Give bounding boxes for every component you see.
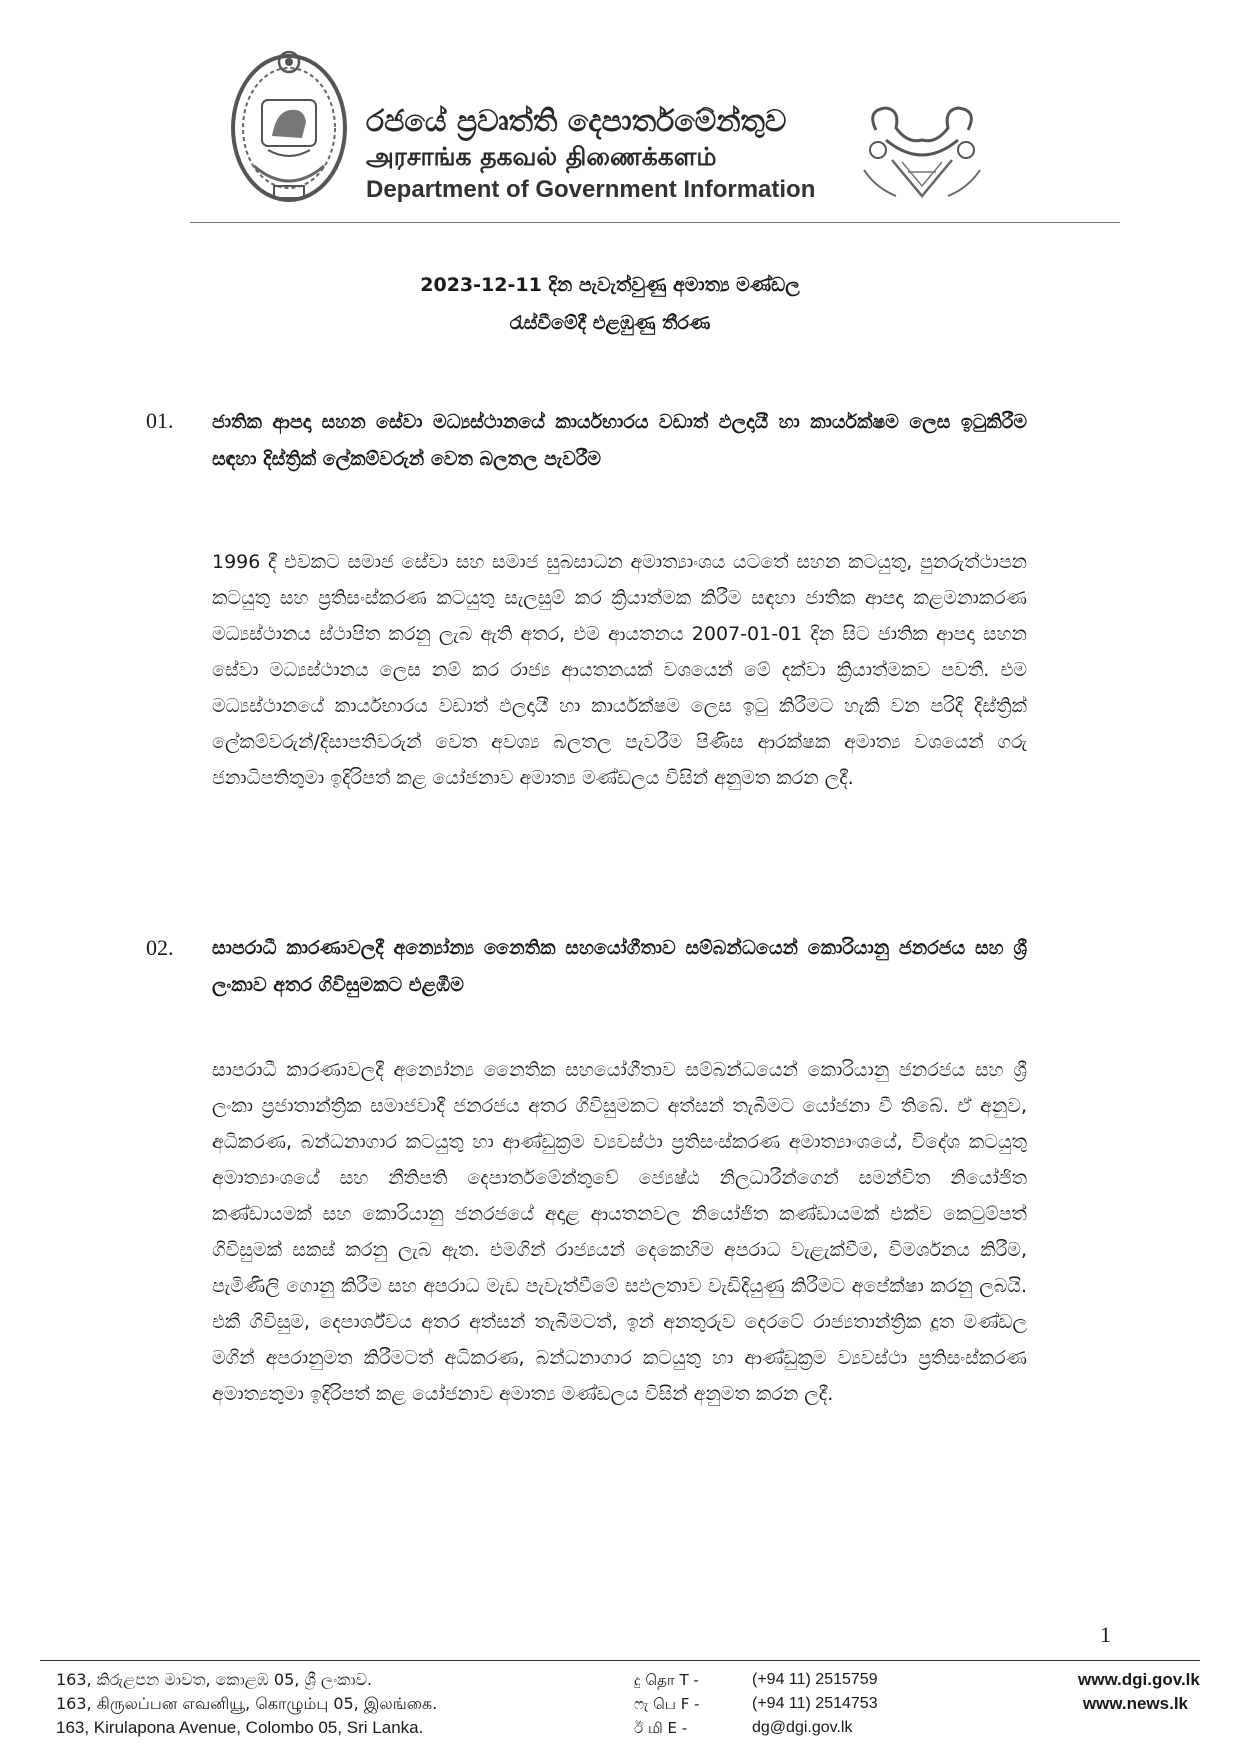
- fax-row: [634, 1692, 878, 1716]
- page-number: 1: [1100, 1622, 1111, 1647]
- traditional-ornament-icon: [856, 100, 988, 212]
- address-sinhala: 163, කිරුළපන මාවත, කොළඹ 05, ශ්‍රී ලංකාව.: [56, 1670, 373, 1689]
- department-names: [366, 104, 826, 206]
- item-2-body: සාපරාධී කාරණාවලදී අන්‍යෝන්‍ය නෛතික සහයෝගීතාව සම්බන්ධයෙන් කොරියානු ජනරජය සහ ශ්‍රී ලංකා ප්‍රජාතාන්ත්‍රික සමාජවාදී ජනරජය අතර ගිවිසුමකට අත්සන් තැබීමට යෝජනා වී තිබේ. ඒ අනුව, අධිකරණ, බන්ධනාගාර කටයුතු හා ආණ්ඩුක්‍රම ව්‍යවස්ථා ප්‍රතිසංස්කරණ අමාත්‍යාංශයේ, විදේශ කටයුතු අමාත්‍යාංශයේ සහ නීතිපති දෙපාර්තමේන්තුවේ ජ්‍යෙෂ්ඨ නිලධාරීන්ගෙන් සමන්විත නියෝජිත කණ්ඩායමක් සහ කොරියානු ජනරජයේ අදාළ ආයතනවල නියෝජිත කණ්ඩායමක් එක්ව කෙටුම්පත් ගිවිසුමක් සකස් කරනු ලැබ ඇත. එමගින් රාජ්‍යයන් දෙකෙහිම අපරාධ වැළැක්වීම, විමර්ශනය කිරීම, පැමිණිලි ගොනු කිරීම සහ අපරාධ මැඩ පැවැත්වීමේ සඵලතාව වැඩිදියුණු කිරීමට අපේක්ෂා කරනු ලබයි. එකී ගිවිසුම, දෙපාර්ශ්වය අතර අත්සන් තැබීමටත්, ඉන් අනතුරුව දෙරටේ රාජ්‍යතාන්ත්‍රික දූත මණ්ඩල මගින් අපරානුමත කිරීමටත් අධිකරණ, බන්ධනාගාර කටයුතු හා ආණ්ඩුක්‍රම ව්‍යවස්ථා ප්‍රතිසංස්කරණ අමාත්‍යතුමා ඉදිරිපත් කළ යෝජනාව අමාත්‍ය මණ්ඩලය විසින් අනුමත කරන ලදී.: [212, 1059, 1027, 1405]
- header-divider: [190, 222, 1120, 223]
- fax-label: ෆැ பெ F -: [634, 1695, 700, 1713]
- title-line-2: රැස්වීමේදී එළඹුණු තීරණ: [509, 312, 711, 334]
- item-1-body: 1996 දී එවකට සමාජ සේවා සහ සමාජ සුබසාධන අමාත්‍යාංශය යටතේ සහන කටයුතු, පුනරුත්ථාපන කටයුතු සහ ප්‍රතිසංස්කරණ කටයුතු සැලසුම් කර ක්‍රියාත්මක කිරීම සඳහා ජාතික ආපදා කළමනාකරණ මධ්‍යස්ථානය ස්ථාපිත කරනු ලැබ ඇති අතර, එම ආයතනය 2007-01-01 දින සිට ජාතික ආපදා සහන සේවා මධ්‍යස්ථානය ලෙස නම් කර රාජ්‍ය ආයතනයක් වශයෙන් මේ දක්වා ක්‍රියාත්මකව පවතී. එම මධ්‍යස්ථානයේ කාර්යභාරය වඩාත් ඵලදායී හා කාර්යක්ෂම ලෙස ඉටු කිරීමට හැකි වන පරිදි දිස්ත්‍රික් ලේකම්වරුන්/දිසාපතිවරුන් වෙත අවශ්‍ය බලතල පැවරීම පිණිස ආරක්ෂක අමාත්‍ය වශයෙන් ගරු ජනාධිපතිතුමා ඉදිරිපත් කළ යෝජනාව අමාත්‍ය මණ්ඩලය විසින් අනුමත කරන ලදී.: [212, 551, 1027, 789]
- phone-label: දු தொ T -: [634, 1671, 699, 1689]
- footer-contact: [634, 1668, 878, 1740]
- item-1-number: 01.: [146, 408, 174, 433]
- phone-row: [634, 1668, 878, 1692]
- email-label: ඊ மி E -: [634, 1719, 688, 1737]
- fax-number: (+94 11) 2514753: [752, 1695, 878, 1712]
- sri-lanka-emblem-icon: [224, 46, 354, 211]
- letterhead: [0, 0, 1240, 225]
- title-line-1: 2023-12-11 දින පැවැත්වුණු අමාත්‍ය මණ්ඩල: [420, 274, 800, 296]
- address-tamil: 163, கிருலப்பன எவனியூ, கொழும்பு 05, இலங்கை.: [56, 1694, 438, 1713]
- address-english: 163, Kirulapona Avenue, Colombo 05, Sri Lanka.: [56, 1718, 424, 1737]
- phone-number: (+94 11) 2515759: [752, 1671, 878, 1688]
- department-name-tamil: அரசாங்க தகவல் திணைக்களம்: [366, 142, 717, 171]
- department-name-english: Department of Government Information: [366, 176, 816, 203]
- item-2-number: 02.: [146, 935, 174, 960]
- department-name-sinhala: රජයේ ප්‍රවෘත්ති දෙපාර්තමේන්තුව: [366, 104, 787, 139]
- website-dgi: www.dgi.gov.lk: [1078, 1670, 1200, 1689]
- footer-websites: [1078, 1668, 1200, 1716]
- item-2-heading: සාපරාධී කාරණාවලදී අන්‍යෝන්‍ය නෛතික සහයෝගීතාව සම්බන්ධයෙන් කොරියානු ජනරජය සහ ශ්‍රී ලංකාව අතර ගිවිසුමකට එළඹීම: [212, 937, 1027, 996]
- item-1-heading: ජාතික ආපදා සහන සේවා මධ්‍යස්ථානයේ කාර්යභාරය වඩාත් ඵලදායී හා කාර්යක්ෂම ලෙස ඉටුකිරීම සඳහා දිස්ත්‍රික් ලේකම්වරුන් වෙත බලතල පැවරීම: [212, 411, 1027, 470]
- website-news: www.news.lk: [1082, 1694, 1188, 1713]
- email-address: dg@dgi.gov.lk: [752, 1719, 853, 1736]
- footer-divider: [40, 1660, 1200, 1661]
- email-row: [634, 1716, 878, 1740]
- footer-address: [56, 1668, 437, 1740]
- document-title: [230, 266, 990, 342]
